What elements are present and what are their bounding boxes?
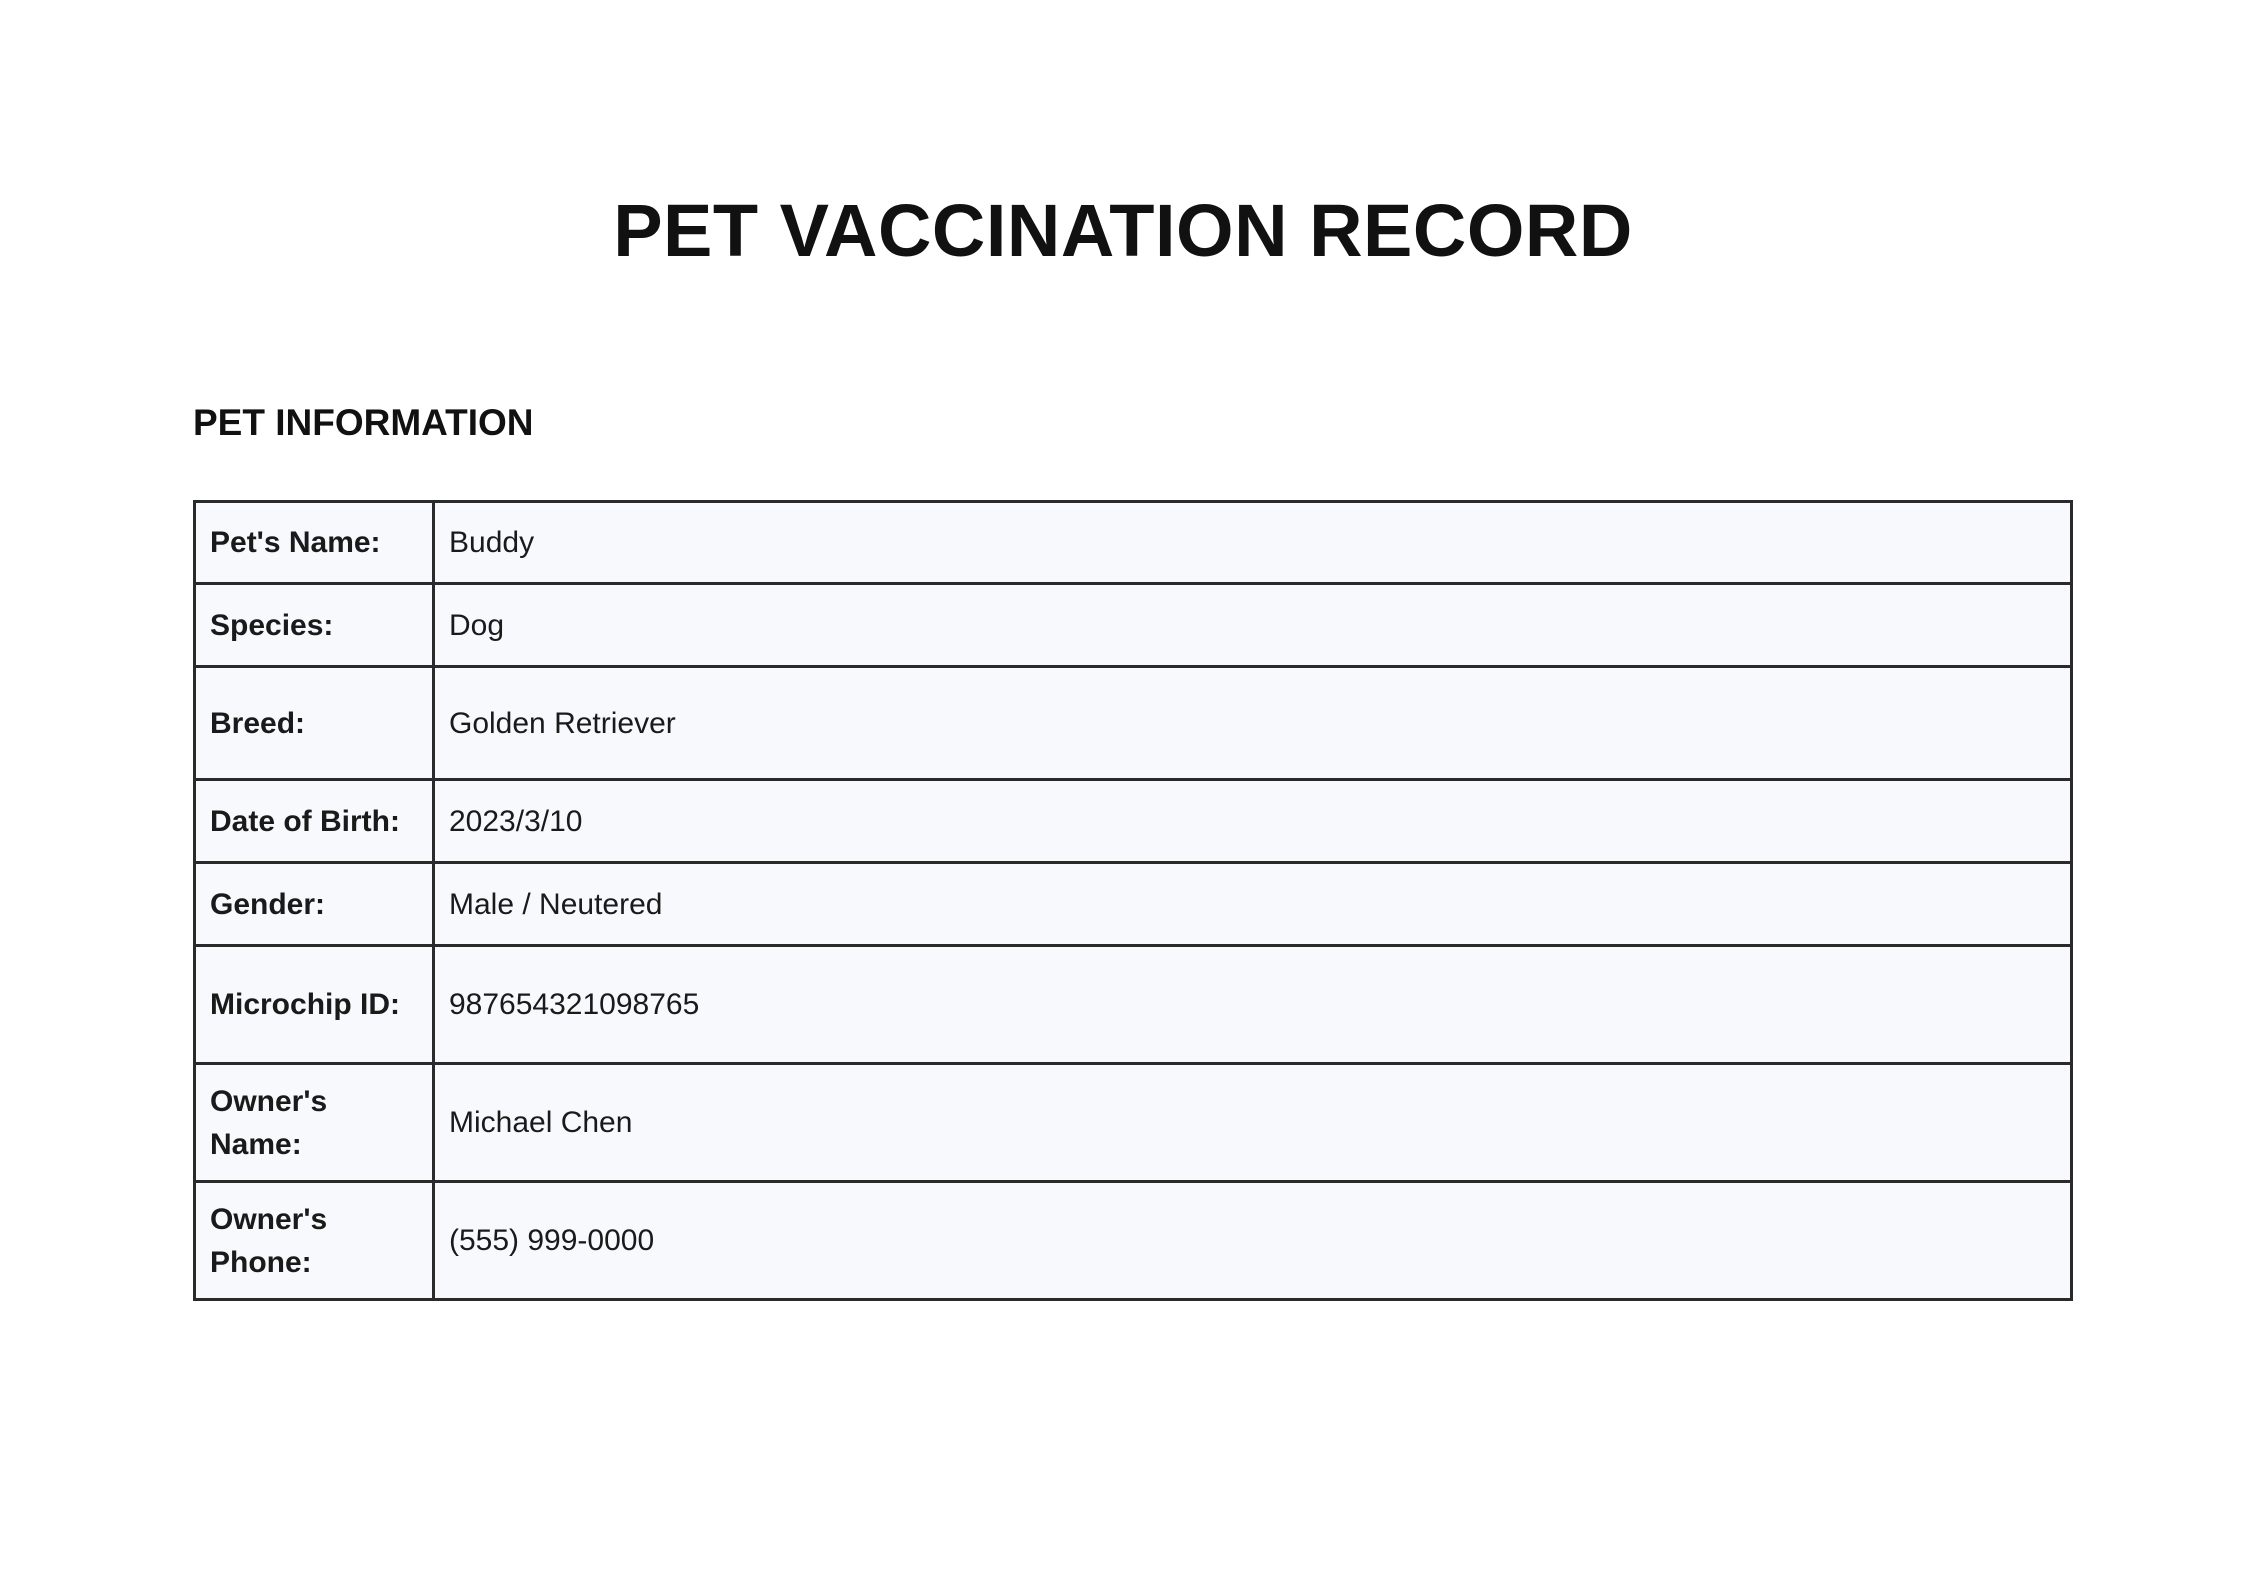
table-row	[195, 863, 2072, 946]
field-label-owner-name: Owner's Name:	[195, 1064, 434, 1182]
table-row	[195, 667, 2072, 780]
field-label-microchip-id: Microchip ID:	[195, 946, 434, 1064]
table-row	[195, 780, 2072, 863]
field-label-species: Species:	[195, 584, 434, 667]
field-value-owner-phone: (555) 999-0000	[434, 1182, 2072, 1300]
field-label-pet-name: Pet's Name:	[195, 502, 434, 584]
table-row	[195, 1064, 2072, 1182]
field-label-owner-phone: Owner's Phone:	[195, 1182, 434, 1300]
field-value-microchip-id: 987654321098765	[434, 946, 2072, 1064]
field-label-date-of-birth: Date of Birth:	[195, 780, 434, 863]
field-label-breed: Breed:	[195, 667, 434, 780]
table-row	[195, 584, 2072, 667]
table-row	[195, 946, 2072, 1064]
field-label-gender: Gender:	[195, 863, 434, 946]
field-value-owner-name: Michael Chen	[434, 1064, 2072, 1182]
section-heading-pet-information: PET INFORMATION	[193, 402, 534, 443]
table-row	[195, 1182, 2072, 1300]
field-value-species: Dog	[434, 584, 2072, 667]
pet-information-table	[193, 500, 2073, 1301]
field-value-breed: Golden Retriever	[434, 667, 2072, 780]
table-row	[195, 502, 2072, 584]
field-value-date-of-birth: 2023/3/10	[434, 780, 2072, 863]
field-value-gender: Male / Neutered	[434, 863, 2072, 946]
page-title: PET VACCINATION RECORD	[613, 189, 1633, 272]
field-value-pet-name: Buddy	[434, 502, 2072, 584]
